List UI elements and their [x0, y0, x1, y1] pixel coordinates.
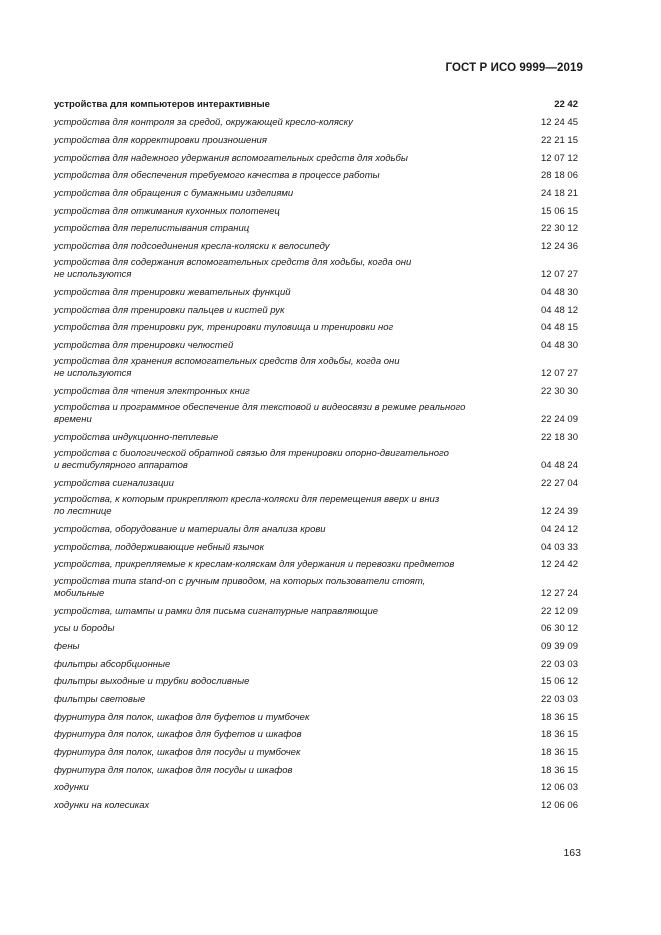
index-entry — [54, 319, 578, 337]
index-entry — [54, 708, 578, 726]
classification-code: 12 07 12 — [541, 152, 578, 164]
classification-code: 22 21 15 — [541, 134, 578, 146]
index-entry — [54, 574, 578, 602]
index-entry — [54, 673, 578, 691]
index-term: фурнитура для полок, шкафов для буфетов и тумбочек — [54, 711, 310, 723]
index-term: фены — [54, 640, 80, 652]
index-term: фурнитура для полок, шкафов для буфетов и шкафов — [54, 729, 302, 741]
index-term: ходунки на колесиках — [54, 799, 150, 811]
classification-code: 22 27 04 — [541, 478, 578, 490]
index-entry — [54, 620, 578, 638]
index-term: устройства для тренировки жевательных функций — [54, 286, 291, 298]
index-term: устройства для тренировки пальцев и кистей рук — [54, 304, 285, 316]
classification-code: 12 24 45 — [541, 117, 578, 129]
index-term: устройства, к которым прикрепляют кресла-коляски для перемещения вверх и вниз по лестнице — [54, 494, 440, 518]
alphabetical-index-list — [54, 96, 578, 814]
index-entry — [54, 301, 578, 319]
classification-code: 09 39 09 — [541, 640, 578, 652]
index-entry — [54, 521, 578, 539]
index-entry — [54, 96, 578, 114]
index-entry — [54, 556, 578, 574]
index-entry — [54, 336, 578, 354]
index-term: ходунки — [54, 782, 89, 794]
index-term: устройства для чтения электронных книг — [54, 385, 250, 397]
classification-code: 28 18 06 — [541, 170, 578, 182]
index-term: устройства для тренировки рук, тренировки туловища и тренировки ног — [54, 322, 394, 334]
index-term: фурнитура для полок, шкафов для посуды и тумбочек — [54, 746, 301, 758]
index-term: устройства с биологической обратной связью для тренировки опорно-двигательного и вестибулярного аппаратов — [54, 448, 449, 472]
classification-code: 06 30 12 — [541, 623, 578, 635]
index-entry — [54, 690, 578, 708]
index-term: устройства для хранения вспомогательных средств для ходьбы, когда они не используются — [54, 356, 400, 380]
index-term: устройства для надежного удержания вспомогательных средств для ходьбы — [54, 152, 408, 164]
index-entry — [54, 149, 578, 167]
index-term: устройства, штампы и рамки для письма сигнатурные направляющие — [54, 605, 379, 617]
index-entry — [54, 283, 578, 301]
classification-code: 22 12 09 — [541, 605, 578, 617]
classification-code: 18 36 15 — [541, 746, 578, 758]
index-term: усы и бороды — [54, 623, 115, 635]
index-entry — [54, 400, 578, 428]
index-term: устройства для перелистывания страниц — [54, 223, 250, 235]
classification-code: 22 18 30 — [541, 432, 578, 444]
classification-code: 04 48 24 — [541, 460, 578, 472]
index-entry — [54, 220, 578, 238]
index-term: устройства для корректировки произношения — [54, 134, 267, 146]
index-entry — [54, 114, 578, 132]
classification-code: 22 42 — [554, 99, 578, 111]
index-entry — [54, 184, 578, 202]
classification-code: 24 18 21 — [541, 187, 578, 199]
classification-code: 18 36 15 — [541, 729, 578, 741]
index-entry — [54, 202, 578, 220]
index-term: фильтры абсорбционные — [54, 658, 171, 670]
index-term: устройства для компьютеров интерактивные — [54, 99, 270, 111]
index-entry — [54, 761, 578, 779]
classification-code: 22 30 12 — [541, 223, 578, 235]
index-term: устройства для контроля за средой, окружающей кресло-коляску — [54, 117, 353, 129]
classification-code: 12 24 42 — [541, 559, 578, 571]
index-term: устройства, прикрепляемые к креслам-коляскам для удержания и перевозки предметов — [54, 559, 455, 571]
classification-code: 18 36 15 — [541, 764, 578, 776]
index-term: устройства, поддерживающие небный язычок — [54, 541, 265, 553]
index-entry — [54, 382, 578, 400]
classification-code: 04 48 15 — [541, 322, 578, 334]
index-term: фильтры выходные и трубки водосливные — [54, 676, 250, 688]
index-term: устройства для обеспечения требуемого качества в процессе работы — [54, 170, 380, 182]
index-entry — [54, 743, 578, 761]
index-entry — [54, 779, 578, 797]
classification-code: 04 48 30 — [541, 339, 578, 351]
index-entry — [54, 538, 578, 556]
index-term: фильтры световые — [54, 693, 146, 705]
index-entry — [54, 726, 578, 744]
index-term: фурнитура для полок, шкафов для посуды и шкафов — [54, 764, 293, 776]
document-standard-header: ГОСТ Р ИСО 9999—2019 — [445, 62, 583, 74]
index-term: устройства типа stand-on с ручным приводом, на которых пользователи стоят, мобильные — [54, 575, 426, 599]
page-number: 163 — [563, 847, 581, 859]
classification-code: 04 24 12 — [541, 524, 578, 536]
index-entry — [54, 255, 578, 283]
index-entry — [54, 429, 578, 447]
classification-code: 12 06 06 — [541, 799, 578, 811]
classification-code: 04 48 30 — [541, 286, 578, 298]
index-term: устройства, оборудование и материалы для анализа крови — [54, 524, 326, 536]
index-term: устройства сигнализации — [54, 478, 174, 490]
index-entry — [54, 167, 578, 185]
classification-code: 15 06 12 — [541, 676, 578, 688]
classification-code: 22 03 03 — [541, 658, 578, 670]
index-term: устройства для отжимания кухонных полотенец — [54, 205, 280, 217]
index-term: устройства для содержания вспомогательных средств для ходьбы, когда они не используются — [54, 257, 412, 281]
index-entry — [54, 492, 578, 520]
classification-code: 12 24 39 — [541, 506, 578, 518]
classification-code: 22 30 30 — [541, 385, 578, 397]
index-entry — [54, 354, 578, 382]
classification-code: 04 03 33 — [541, 541, 578, 553]
index-term: устройства индукционно-петлевые — [54, 432, 219, 444]
index-entry — [54, 796, 578, 814]
classification-code: 18 36 15 — [541, 711, 578, 723]
classification-code: 22 24 09 — [541, 414, 578, 426]
index-entry — [54, 237, 578, 255]
classification-code: 12 07 27 — [541, 269, 578, 281]
classification-code: 12 06 03 — [541, 782, 578, 794]
index-entry — [54, 637, 578, 655]
index-entry — [54, 131, 578, 149]
index-term: устройства для тренировки челюстей — [54, 339, 234, 351]
classification-code: 12 24 36 — [541, 240, 578, 252]
index-entry — [54, 655, 578, 673]
index-entry — [54, 475, 578, 493]
index-entry — [54, 602, 578, 620]
index-term: устройства для подсоединения кресла-коляски к велосипеду — [54, 240, 330, 252]
classification-code: 04 48 12 — [541, 304, 578, 316]
classification-code: 12 07 27 — [541, 368, 578, 380]
classification-code: 15 06 15 — [541, 205, 578, 217]
classification-code: 12 27 24 — [541, 587, 578, 599]
classification-code: 22 03 03 — [541, 693, 578, 705]
index-term: устройства для обращения с бумажными изделиями — [54, 187, 294, 199]
index-entry — [54, 446, 578, 474]
index-term: устройства и программное обеспечение для текстовой и видеосвязи в режиме реального времени — [54, 402, 466, 426]
